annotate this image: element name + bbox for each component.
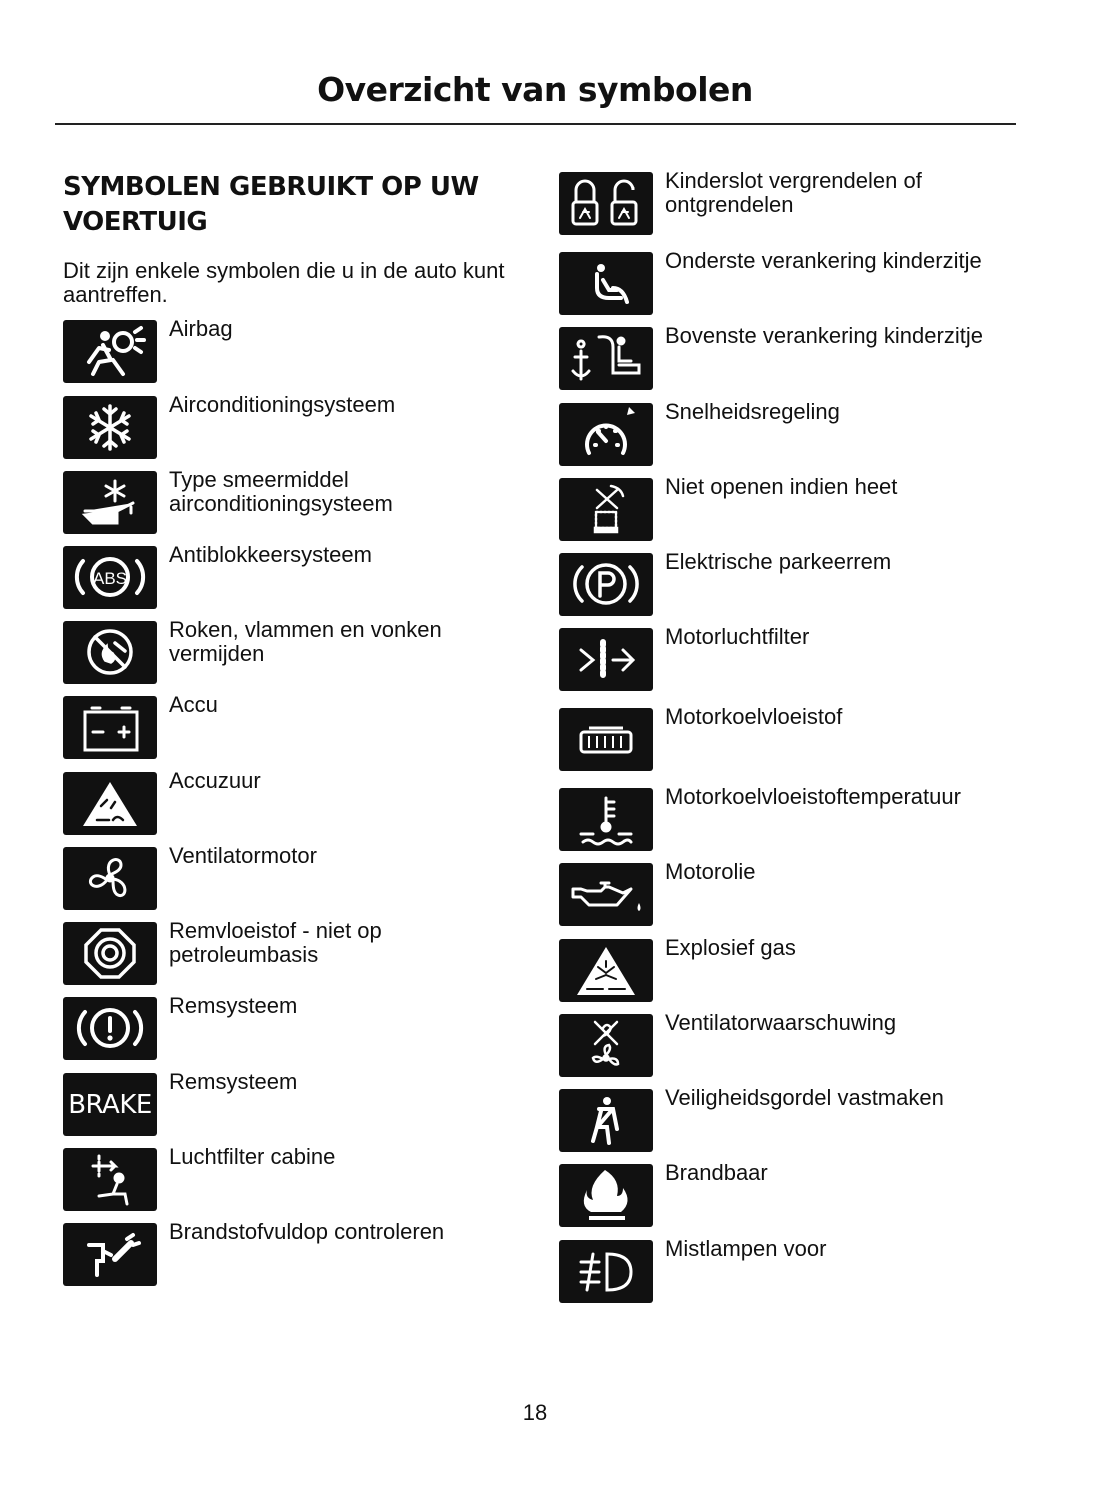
engine-air-filter-icon: [559, 628, 653, 691]
symbol-label: Luchtfilter cabine: [169, 1144, 336, 1169]
symbol-label: Motorkoelvloeistof: [665, 704, 843, 729]
symbol-label: Airconditioningsysteem: [169, 392, 396, 417]
coolant-temperature-icon: [559, 788, 653, 851]
snowflake-icon: [63, 396, 157, 459]
speed-control-icon: [559, 403, 653, 466]
symbol-label: Airbag: [169, 316, 233, 341]
symbol-label: Remsysteem: [169, 1069, 298, 1094]
symbol-label: Explosief gas: [665, 935, 796, 960]
fuel-cap-icon: [63, 1223, 157, 1286]
brake-text-icon: [63, 1073, 157, 1136]
brake-icon-text: BRAKE: [68, 1089, 152, 1120]
symbol-label: Accu: [169, 692, 218, 717]
brake-fluid-icon: [63, 922, 157, 985]
symbol-label: Snelheidsregeling: [665, 399, 840, 424]
brake-warning-icon: [63, 997, 157, 1060]
flammable-icon: [559, 1164, 653, 1227]
abs-icon: [63, 546, 157, 609]
symbol-label: Elektrische parkeerrem: [665, 549, 892, 574]
upper-child-seat-anchor-icon: [559, 327, 653, 390]
page-number: 18: [522, 1400, 548, 1425]
symbol-label: Ventilatormotor: [169, 843, 317, 868]
symbol-label: Veiligheidsgordel vastmaken: [665, 1085, 944, 1110]
symbol-label: Roken, vlammen en vonken vermijden: [169, 617, 442, 666]
symbol-label: Niet openen indien heet: [665, 474, 898, 499]
battery-icon: [63, 696, 157, 759]
engine-oil-icon: [559, 863, 653, 926]
symbol-label: Brandbaar: [665, 1160, 768, 1185]
symbol-label: Antiblokkeersysteem: [169, 542, 372, 567]
symbol-label: Bovenste verankering kinderzitje: [665, 323, 983, 348]
section-heading: SYMBOLEN GEBRUIKT OP UW VOERTUIG: [63, 172, 479, 237]
symbol-label: Remsysteem: [169, 993, 298, 1018]
symbol-label: Accuzuur: [169, 768, 261, 793]
svg-text:ABS: ABS: [92, 569, 128, 588]
airbag-icon: [63, 320, 157, 383]
symbol-label: Brandstofvuldop controleren: [169, 1219, 445, 1244]
front-fog-lamp-icon: [559, 1240, 653, 1303]
symbol-label: Kinderslot vergrendelen of ontgrendelen: [665, 168, 922, 217]
symbol-label: Motorluchtfilter: [665, 624, 810, 649]
title-divider: [55, 123, 1016, 125]
symbol-label: Type smeermiddel airconditioningsysteem: [169, 467, 393, 516]
symbol-label: Motorolie: [665, 859, 756, 884]
symbol-label: Onderste verankering kinderzitje: [665, 248, 982, 273]
cabin-air-filter-icon: [63, 1148, 157, 1211]
no-fire-icon: [63, 621, 157, 684]
symbol-label: Ventilatorwaarschuwing: [665, 1010, 897, 1035]
acid-warning-icon: [63, 772, 157, 835]
seatbelt-icon: [559, 1089, 653, 1152]
fan-warning-icon: [559, 1014, 653, 1077]
symbol-label: Remvloeistof - niet op petroleumbasis: [169, 918, 382, 967]
fan-icon: [63, 847, 157, 910]
page-title: Overzicht van symbolen: [317, 70, 753, 109]
intro-text: Dit zijn enkele symbolen die u in de auto kunt aantreffen.: [63, 258, 505, 307]
symbol-label: Motorkoelvloeistoftemperatuur: [665, 784, 961, 809]
do-not-open-hot-icon: [559, 478, 653, 541]
lower-child-seat-anchor-icon: [559, 252, 653, 315]
parking-brake-icon: [559, 553, 653, 616]
explosive-gas-icon: [559, 939, 653, 1002]
oil-can-snowflake-icon: [63, 471, 157, 534]
coolant-icon: [559, 708, 653, 771]
child-lock-icon: [559, 172, 653, 235]
symbol-label: Mistlampen voor: [665, 1236, 827, 1261]
